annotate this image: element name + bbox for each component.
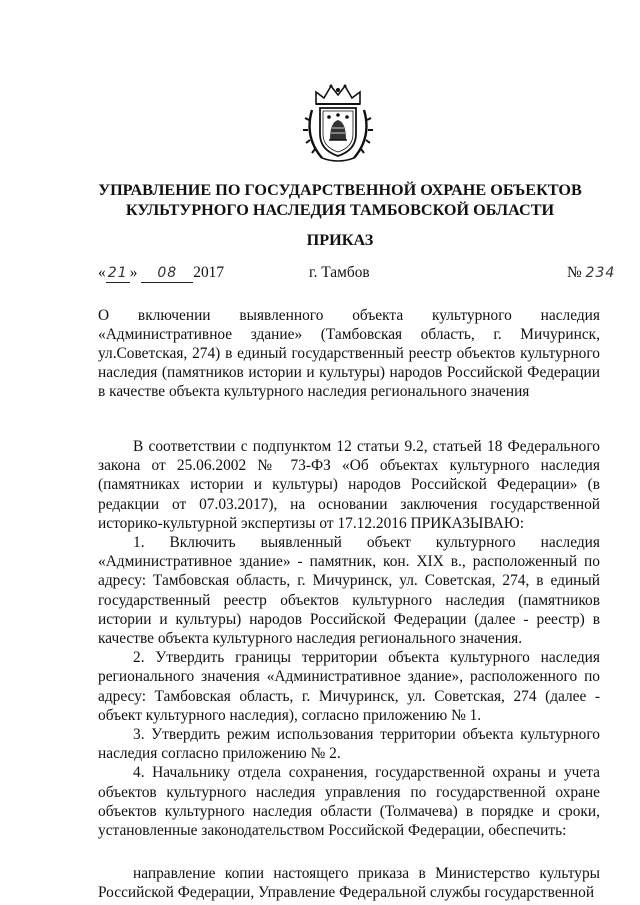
order-body	[98, 437, 600, 903]
paragraph-item-3: 3. Утвердить режим использования территории объекта культурного наследия согласно приложению № 2.	[98, 726, 600, 763]
tambov-coat-of-arms-icon	[302, 82, 374, 164]
org-line-1: УПРАВЛЕНИЕ ПО ГОСУДАРСТВЕННОЙ ОХРАНЕ ОБЪЕКТОВ	[98, 181, 582, 199]
city: г. Тамбов	[309, 264, 370, 281]
number-handwritten: 234	[585, 265, 616, 281]
order-subject: О включении выявленного объекта культурного наследия «Административное здание» (Тамбовская область, г. Мичуринск, ул.Советская, 274) в единый государственный реестр объектов культурного наследия (памятников истории и культуры) народов Российской Федерации в качестве объекта культурного наследия регионального значения	[98, 307, 600, 401]
org-line-2: КУЛЬТУРНОГО НАСЛЕДИЯ ТАМБОВСКОЙ ОБЛАСТИ	[125, 201, 555, 219]
order-date	[98, 264, 224, 283]
paragraph-preamble: В соответствии с подпунктом 12 статьи 9.2, статьей 18 Федерального закона от 25.06.2002 № 73-ФЗ «Об объектах культурного наследия (памятниках истории и культуры) народов Российской Федерации» (в редакции от 07.03.2017), на основании заключения государственной историко-культурной экспертизы от 17.12.2016 ПРИКАЗЫВАЮ:	[98, 438, 600, 532]
day-handwritten: 21	[106, 265, 130, 283]
paragraph-item-1: 1. Включить выявленный объект культурного наследия «Административное здание» - памятник, кон. XIX в., расположенный по адресу: Тамбовская область, г. Мичуринск, ул. Советская, 274, в единый государственный реестр объектов культурного наследия (памятников истории и культуры) народов Российской Федерации (далее - реестр) в качестве объекта культурного наследия регионального значения.	[98, 534, 600, 648]
order-year: 2017	[193, 264, 225, 281]
date-line	[98, 264, 616, 284]
quote-open: «	[98, 264, 106, 281]
quote-close: »	[129, 264, 138, 281]
organization-name	[60, 180, 620, 220]
paragraph-subitem: направление копии настоящего приказа в Министерство культуры Российской Федерации, Управление Федеральной службы государственной	[98, 865, 600, 902]
paragraph-item-4: 4. Начальнику отдела сохранения, государственной охраны и учета объектов культурного наследия управления по государственной охране объектов культурного наследия области (Толмачева) в порядке и сроки, установленные законодательством Российской Федерации, обеспечить:	[98, 764, 600, 840]
month-handwritten: 08	[141, 265, 193, 283]
number-label: №	[567, 264, 582, 281]
order-title: ПРИКАЗ	[306, 231, 374, 249]
order-number	[567, 264, 615, 282]
paragraph-item-2: 2. Утвердить границы территории объекта культурного наследия регионального значения «Административное здание», расположенного по адресу: Тамбовская область, г. Мичуринск, ул. Советская, 274 (далее - объект культурного наследия), согласно приложению № 1.	[98, 649, 600, 724]
